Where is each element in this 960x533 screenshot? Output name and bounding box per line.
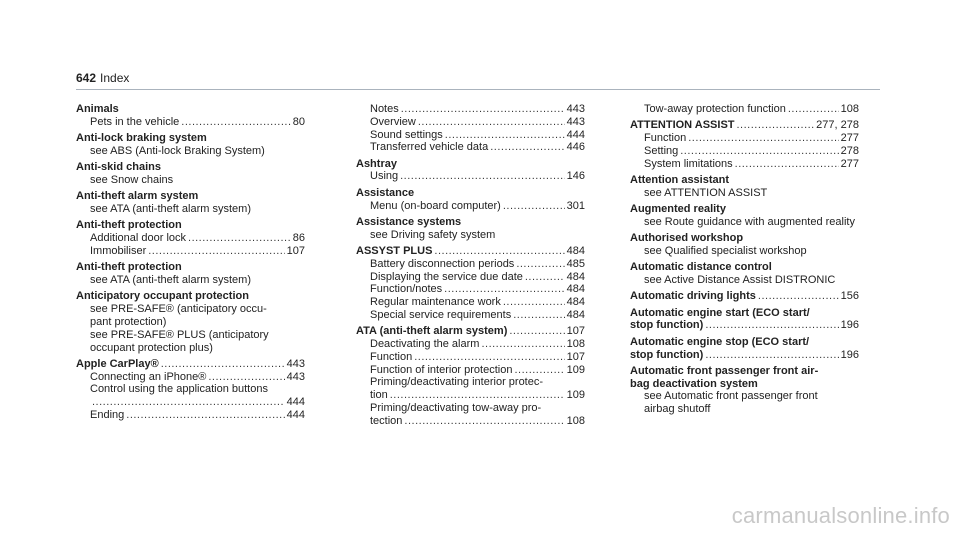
- leader-dots: [525, 271, 565, 284]
- index-term: Automatic engine start (ECO start/: [630, 306, 810, 319]
- leader-dots: [404, 415, 564, 428]
- index-term: ATA (anti-theft alarm system): [356, 325, 508, 338]
- index-term: Anti-theft protection: [76, 219, 182, 232]
- leader-dots: [481, 338, 564, 351]
- index-term: Attention assistant: [630, 173, 730, 186]
- index-line: [76, 358, 305, 371]
- index-subentry-text: see Snow chains: [90, 173, 174, 186]
- index-line: [76, 232, 305, 245]
- index-entry: [76, 190, 305, 216]
- index-line: [630, 349, 859, 362]
- page-reference: 278: [840, 144, 859, 157]
- index-subentry-text: see ATA (anti-theft alarm system): [90, 274, 251, 287]
- page-reference: 444: [286, 396, 305, 409]
- leader-dots: [434, 245, 564, 258]
- index-subentry-text: Function of interior protection: [370, 363, 513, 376]
- index-line: [356, 170, 585, 183]
- page-reference: 484: [566, 308, 585, 321]
- index-entry: [76, 358, 305, 422]
- index-line: [76, 245, 305, 258]
- index-entry: [76, 219, 305, 257]
- index-entry: [356, 245, 585, 322]
- leader-dots: [148, 245, 284, 258]
- leader-dots: [735, 158, 839, 171]
- index-subentry-text: occupant protection plus): [90, 341, 213, 354]
- index-term: Anticipatory occupant protection: [76, 290, 249, 303]
- leader-dots: [445, 129, 565, 142]
- index-term: stop function): [630, 348, 704, 361]
- index-subentry-text: System limitations: [644, 157, 733, 170]
- leader-dots: [705, 319, 838, 332]
- page-reference: 443: [286, 370, 305, 383]
- page-reference: 108: [840, 103, 859, 115]
- leader-dots: [788, 103, 839, 116]
- page-reference: 484: [566, 283, 585, 296]
- index-subentry-text: Function: [644, 132, 687, 145]
- index-line: [356, 325, 585, 338]
- index-subentry-text: Using: [370, 170, 399, 183]
- index-term: Automatic front passenger front air-: [630, 364, 819, 377]
- page-number: 642: [76, 71, 97, 85]
- leader-dots: [509, 325, 564, 338]
- index-line: [356, 200, 585, 213]
- index-subentry-text: Function: [370, 350, 413, 363]
- index-term: Anti-lock braking system: [76, 132, 207, 145]
- index-term: Augmented reality: [630, 203, 726, 216]
- index-entry: [76, 290, 305, 354]
- index-subentry-text: Setting: [644, 144, 679, 157]
- leader-dots: [503, 200, 565, 213]
- index-term: ATTENTION ASSIST: [630, 119, 735, 132]
- index-line: [630, 290, 859, 303]
- page-reference: 109: [566, 389, 585, 402]
- index-line: [630, 319, 859, 332]
- index-line: [356, 245, 585, 258]
- page-reference: 485: [566, 257, 585, 270]
- index-line: [356, 258, 585, 271]
- index-column-1: [76, 103, 305, 424]
- index-line: [356, 364, 585, 377]
- index-line: [356, 338, 585, 351]
- index-subentry-text: Priming/deactivating interior protec-: [370, 376, 544, 389]
- index-line: [630, 145, 859, 158]
- index-subentry-text: see Driving safety system: [370, 228, 496, 241]
- index-term: Ashtray: [356, 157, 397, 170]
- index-line: [356, 271, 585, 284]
- leader-dots: [390, 389, 565, 402]
- index-subentry-text: Priming/deactivating tow-away pro-: [370, 402, 542, 415]
- index-term: Assistance: [356, 186, 415, 199]
- leader-dots: [208, 371, 284, 384]
- page-reference: 443: [566, 115, 585, 128]
- index-line: [356, 296, 585, 309]
- index-line: [356, 415, 585, 428]
- page-reference: 301: [566, 199, 585, 212]
- index-entry: [630, 336, 859, 362]
- page-reference: 86: [292, 232, 305, 245]
- index-term: ASSYST PLUS: [356, 244, 433, 257]
- leader-dots: [181, 116, 290, 129]
- index-subentry-text: see Qualified specialist workshop: [644, 244, 807, 257]
- index-term: Automatic driving lights: [630, 290, 756, 303]
- page-reference: 107: [566, 325, 585, 338]
- index-entry: [356, 216, 585, 242]
- leader-dots: [92, 396, 285, 409]
- leader-dots: [444, 283, 564, 296]
- index-subentry-text: see PRE-SAFE® (anticipatory occu-: [90, 303, 267, 316]
- index-subentry-text: see ABS (Anti-lock Braking System): [90, 144, 265, 157]
- index-subentry-text: Control using the application buttons: [90, 383, 268, 396]
- leader-dots: [514, 364, 564, 377]
- index-line: [76, 396, 305, 409]
- leader-dots: [490, 141, 564, 154]
- index-subentry-text: Transferred vehicle data: [370, 141, 489, 154]
- index-subentry-text: Battery disconnection periods: [370, 257, 515, 270]
- index-line: [356, 309, 585, 322]
- index-subentry-text: see Automatic front passenger front: [644, 390, 818, 403]
- page-reference: 446: [566, 141, 585, 154]
- leader-dots: [161, 358, 285, 371]
- index-subentry-text: Regular maintenance work: [370, 296, 501, 309]
- page-reference: 156: [840, 290, 859, 303]
- index-term: Assistance systems: [356, 215, 462, 228]
- index-line: [630, 119, 859, 132]
- page-reference: 146: [566, 170, 585, 183]
- leader-dots: [513, 309, 564, 322]
- index-line: [76, 409, 305, 422]
- index-subentry-text: Special service requirements: [370, 308, 512, 321]
- index-subentry-text: see Route guidance with augmented reality: [644, 215, 855, 228]
- index-line: [356, 283, 585, 296]
- index-term: Authorised workshop: [630, 232, 744, 245]
- page-reference: 107: [286, 244, 305, 257]
- index-subentry-text: Overview: [370, 115, 416, 128]
- index-subentry-text: Deactivating the alarm: [370, 338, 480, 351]
- index-line: [630, 158, 859, 171]
- watermark: carmanualsonline.info: [731, 503, 950, 528]
- leader-dots: [688, 132, 838, 145]
- leader-dots: [705, 349, 838, 362]
- index-entry: [630, 174, 859, 200]
- page-title: Index: [100, 71, 130, 85]
- leader-dots: [126, 409, 284, 422]
- page-reference: 484: [566, 296, 585, 309]
- index-line: [356, 116, 585, 129]
- index-line: [76, 116, 305, 129]
- index-line: [356, 141, 585, 154]
- page-reference: 484: [566, 244, 585, 257]
- index-entry: [356, 158, 585, 184]
- page-reference: 277: [840, 157, 859, 170]
- index-term: Anti-theft alarm system: [76, 190, 199, 203]
- leader-dots: [503, 296, 565, 309]
- index-entry: [76, 103, 305, 129]
- index-subentry-text: Pets in the vehicle: [90, 115, 180, 128]
- index-term: Apple CarPlay®: [76, 357, 159, 370]
- index-entry: [630, 261, 859, 287]
- page-reference: 196: [840, 348, 859, 361]
- index-subentry-text: Connecting an iPhone®: [90, 370, 207, 383]
- index-subentry-text: see ATTENTION ASSIST: [644, 186, 768, 199]
- index-subentry-text: Ending: [90, 409, 125, 422]
- index-subentry-text: Sound settings: [370, 128, 443, 141]
- index-subentry-text: Menu (on-board computer): [370, 199, 501, 212]
- index-entry: [630, 203, 859, 229]
- index-subentry-text: see PRE-SAFE® PLUS (anticipatory: [90, 328, 269, 341]
- index-entry: [356, 187, 585, 213]
- leader-dots: [188, 232, 291, 245]
- index-line: [356, 351, 585, 364]
- index-subentry-text: Immobiliser: [90, 244, 147, 257]
- leader-dots: [680, 145, 838, 158]
- index-entry: [630, 290, 859, 303]
- header-divider: [76, 89, 880, 90]
- index-column-2: [356, 103, 585, 430]
- index-line: [76, 371, 305, 384]
- index-subentry-text: see Active Distance Assist DISTRONIC: [644, 274, 836, 287]
- page-reference: 108: [566, 414, 585, 427]
- index-column-3: [630, 103, 859, 418]
- index-term: Anti-theft protection: [76, 261, 182, 274]
- index-line: [356, 389, 585, 402]
- page-reference: 443: [566, 103, 585, 115]
- index-subentry-text: Notes: [370, 103, 399, 115]
- index-entry: [356, 103, 585, 154]
- index-entry: [76, 261, 305, 287]
- index-line: [630, 132, 859, 145]
- leader-dots: [400, 170, 565, 183]
- page-reference: 109: [566, 363, 585, 376]
- index-term: Animals: [76, 103, 119, 115]
- index-entry: [630, 307, 859, 333]
- index-term: Automatic engine stop (ECO start/: [630, 335, 810, 348]
- index-subentry-text: tion: [370, 389, 388, 402]
- page-reference: 444: [286, 409, 305, 422]
- index-entry: [630, 232, 859, 258]
- index-line: [356, 103, 585, 116]
- leader-dots: [516, 258, 564, 271]
- index-term: bag deactivation system: [630, 377, 758, 390]
- index-entry: [356, 325, 585, 427]
- index-entry: [630, 119, 859, 170]
- index-term: Automatic distance control: [630, 261, 772, 274]
- index-entry: [76, 132, 305, 158]
- leader-dots: [758, 290, 839, 303]
- index-subentry-text: Displaying the service due date: [370, 270, 523, 283]
- index-subentry-text: see ATA (anti-theft alarm system): [90, 203, 251, 216]
- index-subentry-text: tection: [370, 414, 403, 427]
- page-reference: 277: [840, 132, 859, 145]
- leader-dots: [737, 119, 815, 132]
- index-subentry-text: Tow-away protection function: [644, 103, 786, 115]
- page-reference: 484: [566, 270, 585, 283]
- leader-dots: [401, 103, 565, 116]
- page-reference: 108: [566, 338, 585, 351]
- index-subentry-text: airbag shutoff: [644, 403, 711, 416]
- page-reference: 107: [566, 350, 585, 363]
- index-subentry-text: Additional door lock: [90, 232, 187, 245]
- index-subentry-text: Function/notes: [370, 283, 443, 296]
- page-reference: 277, 278: [816, 119, 859, 132]
- index-term: stop function): [630, 319, 704, 332]
- index-entry: [76, 161, 305, 187]
- leader-dots: [414, 351, 564, 364]
- page-reference: 443: [286, 357, 305, 370]
- index-entry: [630, 103, 859, 116]
- index-line: [356, 129, 585, 142]
- leader-dots: [418, 116, 565, 129]
- index-subentry-text: pant protection): [90, 315, 167, 328]
- page-reference: 196: [840, 319, 859, 332]
- index-term: Anti-skid chains: [76, 161, 161, 174]
- page-reference: 444: [566, 128, 585, 141]
- index-line: [630, 103, 859, 116]
- page-header: [76, 71, 129, 85]
- index-entry: [630, 365, 859, 416]
- page-reference: 80: [292, 115, 305, 128]
